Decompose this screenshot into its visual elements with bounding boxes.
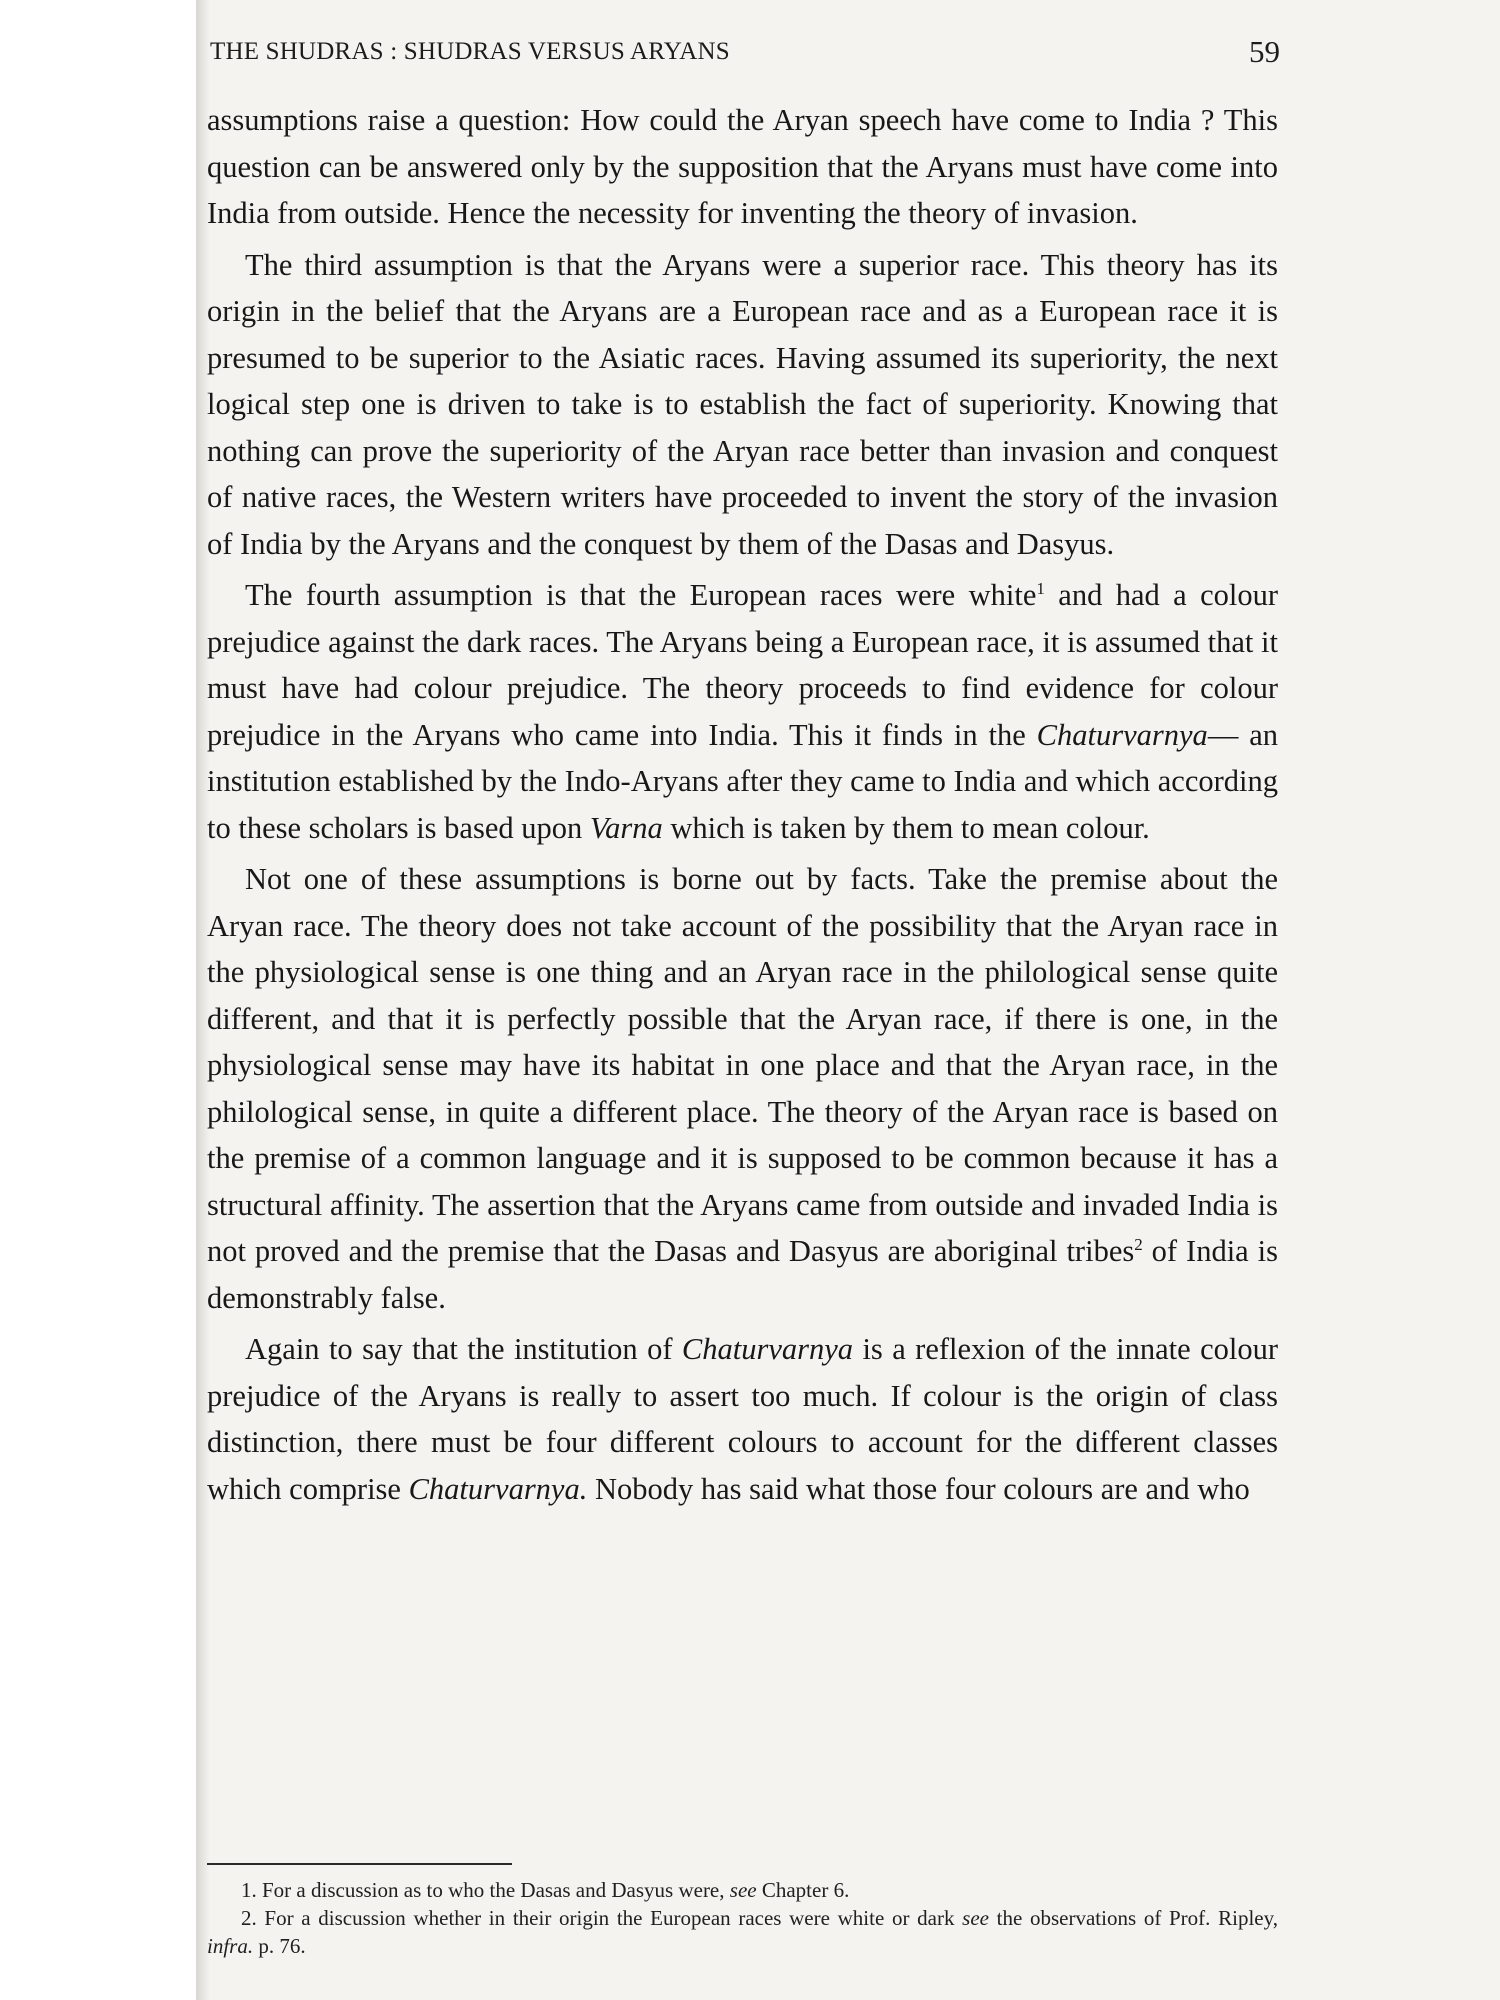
footnote-1 (207, 1876, 1278, 1904)
footnote-ref-2: 2 (1134, 1234, 1143, 1254)
term-varna: Varna (589, 810, 663, 845)
paragraph-3 (207, 572, 1278, 851)
paragraph-4-text-b: of India is demonstrably false. (207, 1234, 1278, 1315)
paragraph-4-text-a: Not one of these assumptions is borne out by facts. Take the premise about the Aryan race. The theory does not take account of the possibility that the Aryan race in the physiological sense is one thing and an Aryan race in the philological sense quite different, and that it is perfectly possible that the Aryan race, if there is one, in the physiological sense may have its habitat in one place and that the Aryan race, in the philological sense, in quite a different place. The theory of the Aryan race is based on the premise of a common language and it is supposed to be common because it has a structural affinity. The assertion that the Aryans came from outside and invaded India is not proved and the premise that the Dasas and Dasyus are aboriginal tribes (207, 862, 1278, 1268)
term-chaturvarnya: Chaturvarnya (1036, 717, 1208, 752)
paragraph-3-text-a: The fourth assumption is that the European races were white (245, 578, 1037, 612)
paragraph-1 (207, 97, 1278, 237)
paragraph-2-text: The third assumption is that the Aryans were a superior race. This theory has its origin in the belief that the Aryans are a European race and as a European race it is presumed to be superior to the Asiatic races. Having assumed its superiority, the next logical step one is driven to take is to establish the fact of superiority. Knowing that nothing can prove the superiority of the Aryan race better than invasion and conquest of native races, the Western writers have proceeded to invent the story of the invasion of India by the Aryans and the conquest by them of the Dasas and Dasyus. (207, 247, 1278, 561)
paragraph-1-text: assumptions raise a question: How could the Aryan speech have come to India ? This question can be answered only by the supposition that the Aryans must have come into India from outside. Hence the necessity for inventing the theory of invasion. (207, 103, 1278, 230)
footnote-2 (207, 1904, 1278, 1960)
paragraph-3-text-b: and had a colour prejudice against the dark races. The Aryans being a European race, it is assumed that it must have had colour prejudice. The theory proceeds to find evidence for colour prejudice in the Aryans who came into India. This it finds in the (207, 578, 1279, 752)
footnote-2-see: see (962, 1906, 989, 1930)
running-header (210, 34, 1280, 74)
footnote-1-text-b: Chapter 6. (756, 1878, 850, 1902)
paragraph-3-text-c: — an institution established by the Indo-Aryans after they came to India and which according to these scholars is based upon (207, 717, 1278, 845)
paragraph-2 (207, 242, 1278, 568)
footnote-2-text-c: p. 76. (253, 1934, 306, 1958)
footnote-2-text-a: 2. For a discussion whether in their origin the European races were white or dark (241, 1906, 963, 1930)
footnote-divider (207, 1863, 512, 1865)
term-chaturvarnya: Chaturvarnya. (408, 1471, 588, 1506)
page-number: 59 (1249, 34, 1280, 69)
main-text (207, 97, 1278, 1517)
paragraph-3-text-d: which is taken by them to mean colour. (662, 810, 1150, 845)
footnote-ref-1: 1 (1036, 578, 1045, 598)
footnote-1-text-a: 1. For a discussion as to who the Dasas and Dasyus were, (241, 1878, 730, 1902)
paragraph-5-text-a: Again to say that the institution of (245, 1332, 682, 1366)
paragraph-5 (207, 1326, 1278, 1512)
paragraph-4 (207, 856, 1278, 1321)
running-head-title: THE SHUDRAS : SHUDRAS VERSUS ARYANS (210, 38, 730, 65)
footnotes (207, 1876, 1278, 1960)
footnote-2-infra: infra. (207, 1934, 254, 1958)
term-chaturvarnya: Chaturvarnya (681, 1332, 854, 1366)
footnote-2-text-b: the observations of Prof. Ripley, (988, 1906, 1278, 1930)
footnote-1-see: see (729, 1878, 757, 1902)
paragraph-5-text-c: Nobody has said what those four colours are and who (587, 1471, 1250, 1506)
paragraph-5-text-b: is a reflexion of the innate colour prejudice of the Aryans is really to assert too much. If colour is the origin of class distinction, there must be four different colours to account for the different classes which comprise (207, 1332, 1278, 1506)
